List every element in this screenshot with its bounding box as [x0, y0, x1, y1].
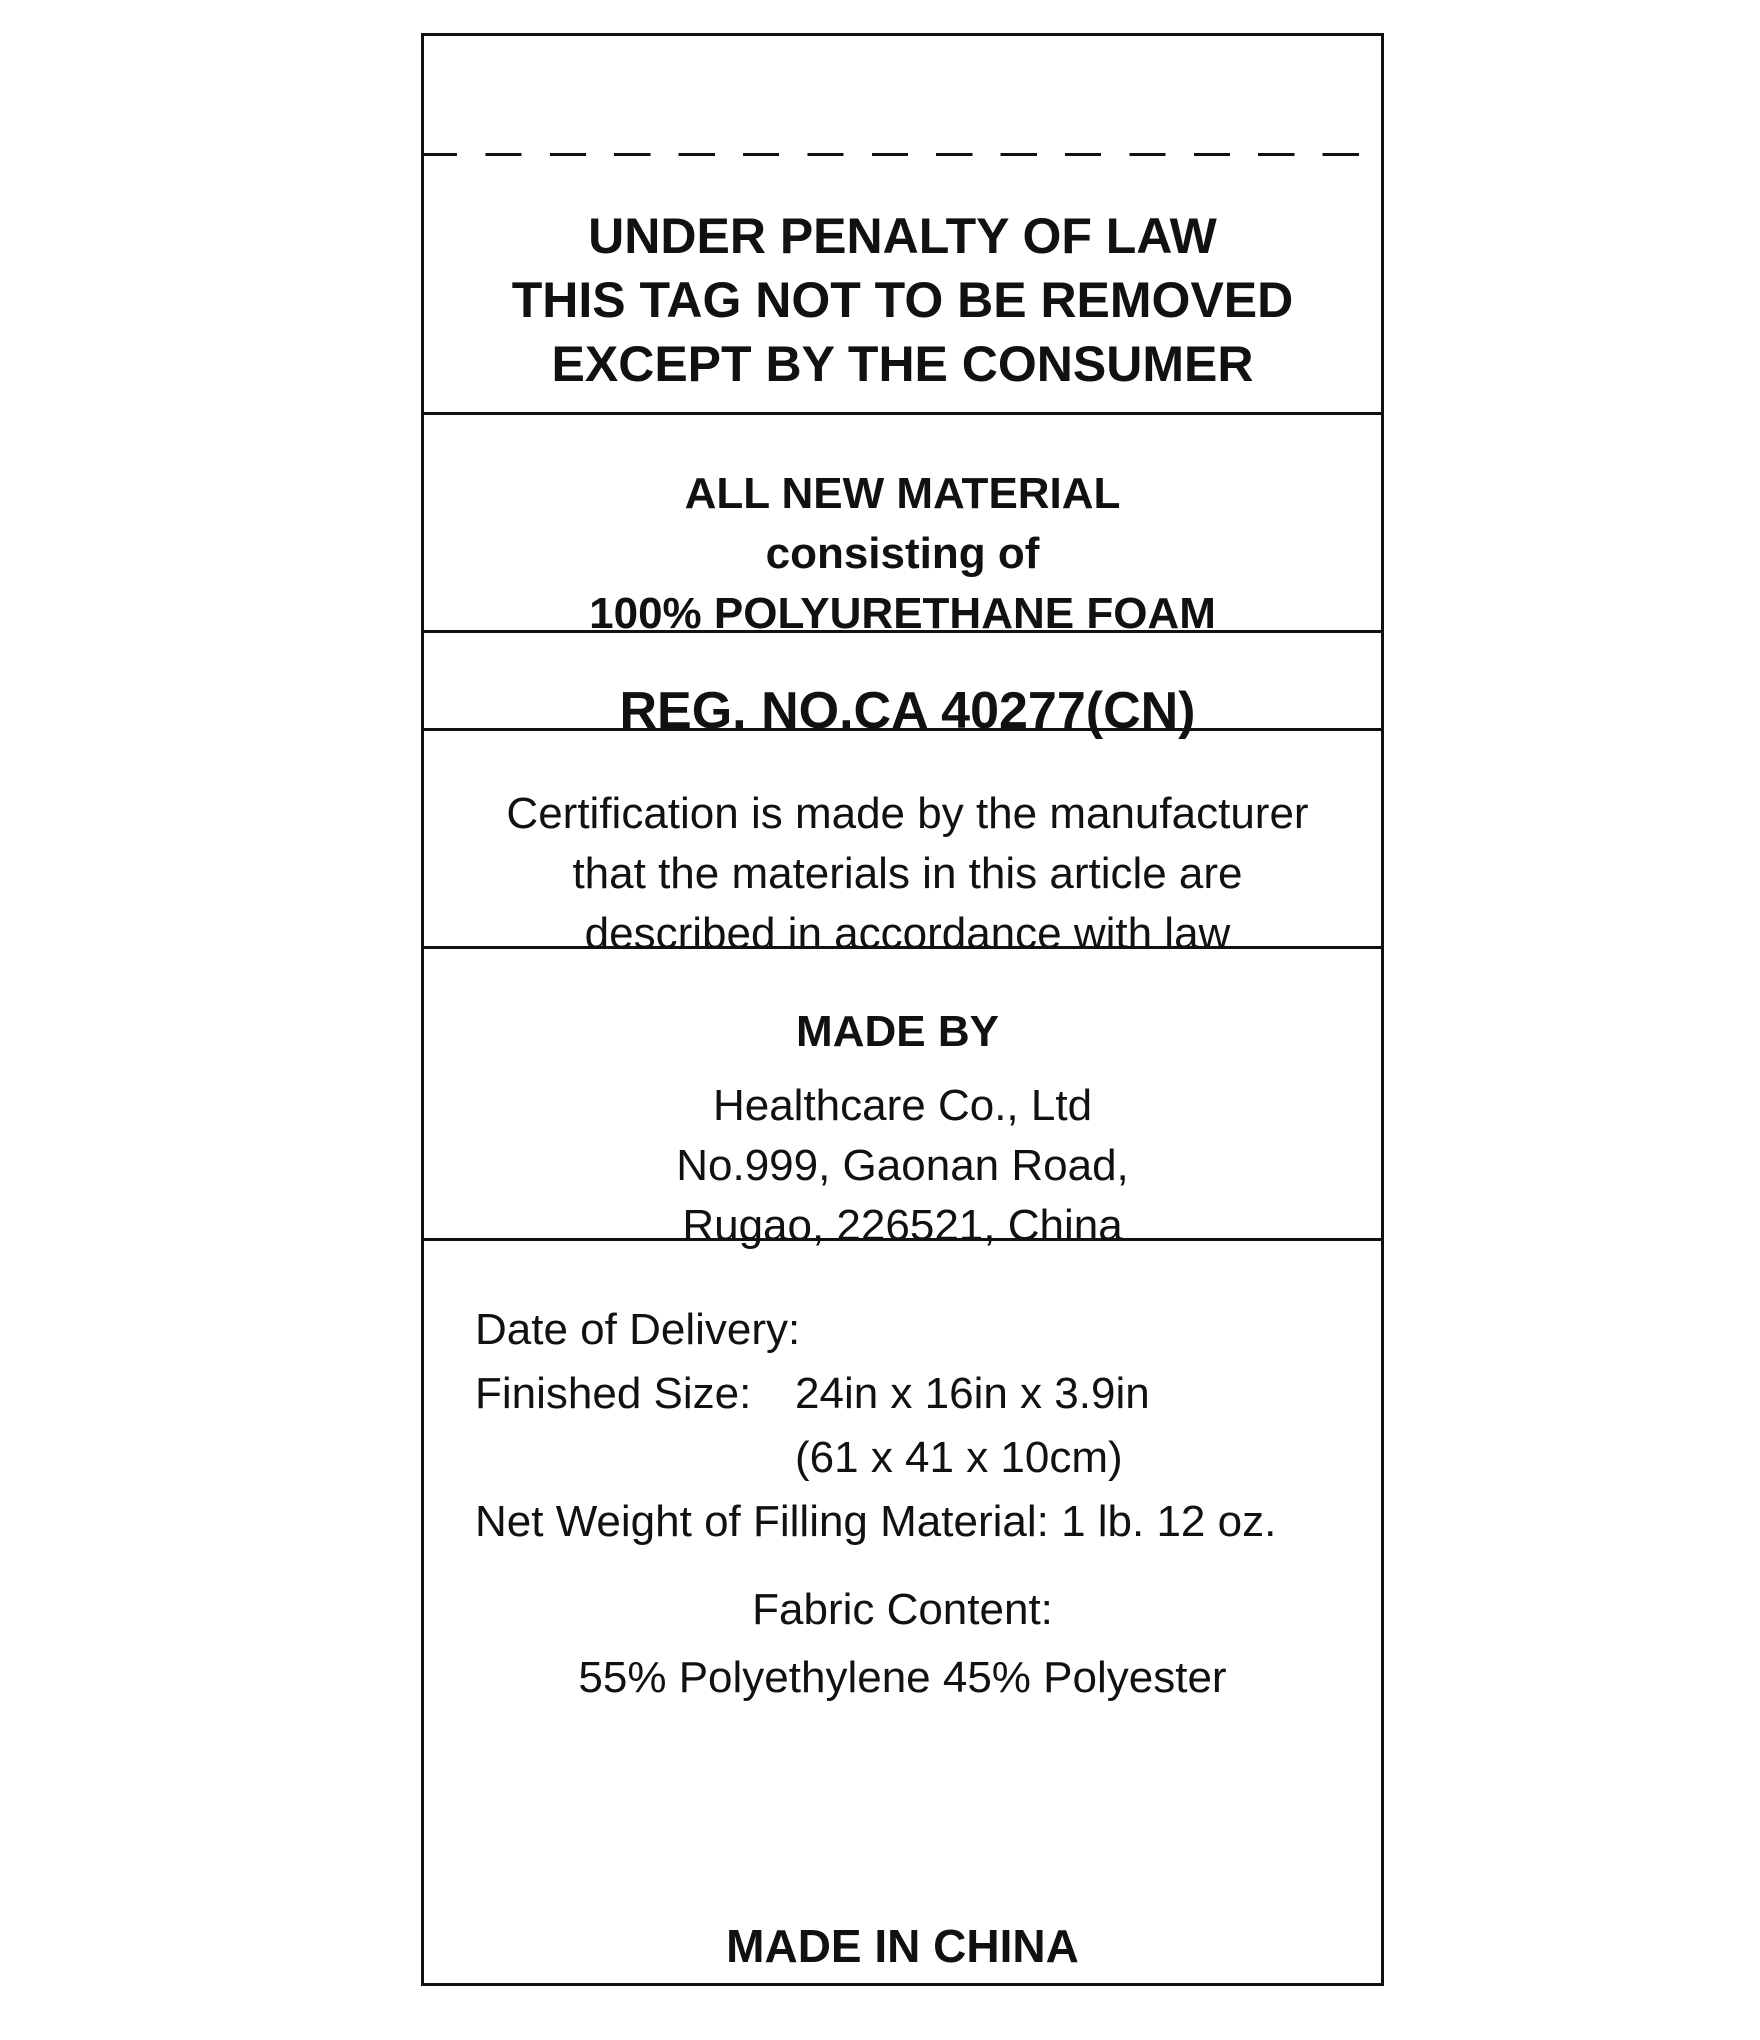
section-divider: [424, 412, 1381, 415]
warning-line: UNDER PENALTY OF LAW: [588, 208, 1217, 264]
certification-line: described in accordance with law: [584, 909, 1231, 958]
section-divider: [424, 630, 1381, 633]
certification-line: Certification is made by the manufacturer: [506, 789, 1309, 838]
finished-size-metric-row: [475, 1426, 1381, 1490]
delivery-date-row: [475, 1298, 1381, 1362]
made-in-text: MADE IN CHINA: [726, 1920, 1079, 1972]
made-by-heading: MADE BY: [796, 1007, 999, 1056]
certification-section: [424, 784, 1381, 964]
finished-size-imperial: 24in x 16in x 3.9in: [795, 1369, 1150, 1418]
registration-text: REG. NO.CA 40277(CN): [619, 682, 1196, 740]
section-divider: [424, 946, 1381, 949]
fabric-content-section: [424, 1576, 1381, 1712]
manufacturer-city: Rugao, 226521, China: [682, 1201, 1123, 1250]
country-of-origin: [424, 1916, 1381, 1976]
delivery-date-label: Date of Delivery:: [475, 1305, 801, 1354]
net-weight: Net Weight of Filling Material: 1 lb. 12 oz.: [475, 1497, 1277, 1546]
warning-line: EXCEPT BY THE CONSUMER: [551, 336, 1254, 392]
finished-size-label: Finished Size:: [475, 1369, 752, 1418]
manufacturer-street: No.999, Gaonan Road,: [676, 1141, 1129, 1190]
material-line: 100% POLYURETHANE FOAM: [589, 589, 1216, 638]
product-details: [475, 1298, 1381, 1554]
material-section: [424, 464, 1381, 644]
finished-size-metric: (61 x 41 x 10cm): [795, 1433, 1123, 1482]
finished-size-row: [475, 1362, 1381, 1426]
fabric-content-value: 55% Polyethylene 45% Polyester: [578, 1653, 1227, 1702]
manufacturer-name: Healthcare Co., Ltd: [712, 1081, 1093, 1130]
warning-section: [424, 204, 1381, 396]
tear-line: [424, 153, 1381, 156]
manufacturer-address: [424, 1076, 1381, 1256]
law-tag: [421, 33, 1384, 1986]
material-line: ALL NEW MATERIAL: [684, 469, 1121, 518]
made-by-title: [424, 1002, 1381, 1062]
section-divider: [424, 1238, 1381, 1241]
section-divider: [424, 728, 1381, 731]
warning-line: THIS TAG NOT TO BE REMOVED: [511, 272, 1294, 328]
certification-line: that the materials in this article are: [572, 849, 1243, 898]
fabric-content-label: Fabric Content:: [752, 1585, 1053, 1634]
registration-number: [424, 676, 1381, 746]
material-line: consisting of: [765, 529, 1040, 578]
net-weight-row: [475, 1490, 1381, 1554]
